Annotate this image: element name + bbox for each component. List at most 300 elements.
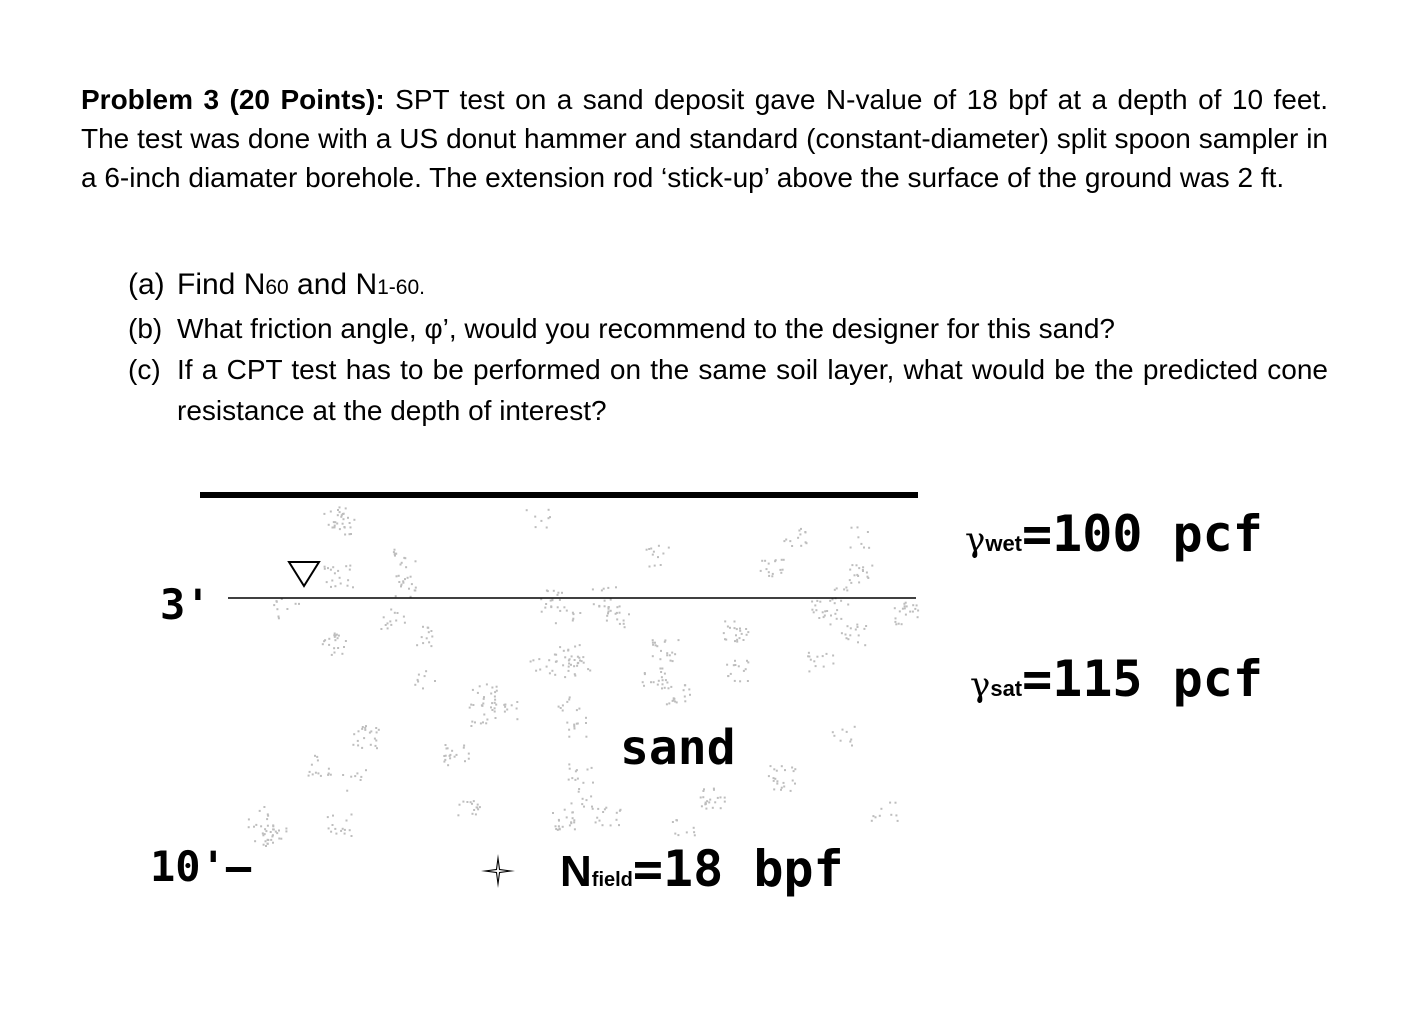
sand-speckle-texture bbox=[248, 506, 919, 847]
sand-speckle bbox=[555, 825, 557, 827]
sand-speckle bbox=[905, 614, 907, 616]
sand-speckle bbox=[571, 802, 573, 804]
sand-speckle bbox=[684, 700, 686, 702]
sand-speckle bbox=[662, 683, 664, 685]
sand-speckle bbox=[295, 603, 297, 605]
sand-speckle bbox=[463, 747, 465, 749]
problem-statement bbox=[81, 80, 1328, 197]
sand-speckle bbox=[248, 826, 250, 828]
sand-speckle bbox=[506, 709, 508, 711]
sand-speckle bbox=[738, 665, 740, 667]
question-a-text-1: Find N bbox=[177, 268, 266, 301]
sand-speckle bbox=[394, 553, 396, 555]
sand-speckle bbox=[262, 834, 264, 836]
sand-speckle bbox=[334, 828, 336, 830]
gamma-wet-value: =100 pcf bbox=[1022, 505, 1263, 563]
sand-speckle bbox=[818, 617, 820, 619]
question-a-sub-1: 60 bbox=[265, 276, 289, 299]
sand-speckle bbox=[808, 652, 810, 654]
sand-speckle bbox=[434, 680, 436, 682]
sand-speckle bbox=[689, 694, 691, 696]
sand-speckle bbox=[826, 610, 828, 612]
sand-speckle bbox=[914, 608, 916, 610]
sand-speckle bbox=[486, 719, 488, 721]
sand-speckle bbox=[339, 577, 341, 579]
sand-speckle bbox=[551, 599, 553, 601]
sand-speckle bbox=[867, 531, 869, 533]
sand-speckle bbox=[495, 704, 497, 706]
sand-speckle bbox=[401, 562, 403, 564]
sand-speckle bbox=[850, 739, 852, 741]
sand-speckle bbox=[248, 818, 250, 820]
sand-speckle bbox=[743, 670, 745, 672]
sand-speckle bbox=[836, 618, 838, 620]
sand-speckle bbox=[401, 584, 403, 586]
problem-heading: Problem 3 (20 Points): bbox=[81, 84, 385, 115]
sand-speckle bbox=[863, 547, 865, 549]
sand-speckle bbox=[652, 655, 654, 657]
sand-speckle bbox=[496, 686, 498, 688]
sand-speckle bbox=[571, 655, 573, 657]
sand-speckle bbox=[398, 575, 400, 577]
sand-speckle bbox=[592, 782, 594, 784]
sand-speckle bbox=[472, 689, 474, 691]
sand-speckle bbox=[791, 545, 793, 547]
sand-speckle bbox=[815, 609, 817, 611]
sand-speckle bbox=[792, 780, 794, 782]
sand-speckle bbox=[577, 778, 579, 780]
sand-speckle bbox=[854, 574, 856, 576]
sand-speckle bbox=[826, 653, 828, 655]
sand-speckle bbox=[477, 804, 479, 806]
sand-speckle bbox=[494, 702, 496, 704]
sand-speckle bbox=[462, 801, 464, 803]
sand-speckle bbox=[568, 729, 570, 731]
sand-speckle bbox=[334, 525, 336, 527]
sand-speckle bbox=[849, 569, 851, 571]
sand-speckle bbox=[477, 808, 479, 810]
sand-speckle bbox=[328, 644, 330, 646]
sand-speckle bbox=[785, 539, 787, 541]
sand-speckle bbox=[571, 777, 573, 779]
sand-speckle bbox=[263, 844, 265, 846]
question-a-sub-2: 1-60. bbox=[377, 276, 425, 299]
sand-speckle bbox=[727, 675, 729, 677]
sand-speckle bbox=[568, 670, 570, 672]
sand-speckle bbox=[562, 826, 564, 828]
sand-speckle bbox=[654, 565, 656, 567]
sand-speckle bbox=[830, 615, 832, 617]
sand-speckle bbox=[272, 834, 274, 836]
sand-speckle bbox=[776, 780, 778, 782]
sand-speckle bbox=[447, 747, 449, 749]
sand-speckle bbox=[771, 575, 773, 577]
sand-speckle bbox=[426, 637, 428, 639]
sand-speckle bbox=[342, 513, 344, 515]
sand-speckle bbox=[563, 650, 565, 652]
sand-speckle bbox=[604, 605, 606, 607]
sand-speckle bbox=[403, 616, 405, 618]
sand-speckle bbox=[652, 644, 654, 646]
sand-speckle bbox=[376, 747, 378, 749]
sand-speckle bbox=[768, 571, 770, 573]
sand-speckle bbox=[808, 656, 810, 658]
sand-speckle bbox=[422, 642, 424, 644]
sand-speckle bbox=[535, 670, 537, 672]
sand-speckle bbox=[912, 611, 914, 613]
sand-speckle bbox=[847, 638, 849, 640]
sand-speckle bbox=[370, 744, 372, 746]
sand-speckle bbox=[840, 740, 842, 742]
sand-speckle bbox=[385, 624, 387, 626]
sand-speckle bbox=[353, 733, 355, 735]
sand-speckle bbox=[573, 819, 575, 821]
sand-speckle bbox=[824, 610, 826, 612]
sand-speckle bbox=[709, 799, 711, 801]
sand-speckle bbox=[670, 686, 672, 688]
sand-speckle bbox=[587, 668, 589, 670]
sand-speckle bbox=[560, 707, 562, 709]
sand-speckle bbox=[494, 711, 496, 713]
sand-speckle bbox=[260, 825, 262, 827]
sand-speckle bbox=[267, 825, 269, 827]
sand-speckle bbox=[591, 767, 593, 769]
sand-speckle bbox=[760, 570, 762, 572]
sand-speckle bbox=[337, 647, 339, 649]
sand-speckle bbox=[395, 620, 397, 622]
sand-speckle bbox=[573, 724, 575, 726]
sand-speckle bbox=[350, 533, 352, 535]
sand-speckle bbox=[546, 666, 548, 668]
sand-speckle bbox=[814, 604, 816, 606]
sand-speckle bbox=[457, 814, 459, 816]
sand-speckle bbox=[684, 696, 686, 698]
sand-speckle bbox=[714, 801, 716, 803]
sand-speckle bbox=[789, 540, 791, 542]
sand-speckle bbox=[790, 790, 792, 792]
sand-speckle bbox=[673, 697, 675, 699]
sand-speckle bbox=[694, 834, 696, 836]
sand-speckle bbox=[574, 779, 576, 781]
sand-speckle bbox=[459, 804, 461, 806]
sand-speckle bbox=[705, 808, 707, 810]
sand-speckle bbox=[845, 587, 847, 589]
sand-speckle bbox=[776, 770, 778, 772]
sand-speckle bbox=[352, 744, 354, 746]
sand-speckle bbox=[337, 509, 339, 511]
sand-speckle bbox=[472, 704, 474, 706]
sand-speckle bbox=[402, 580, 404, 582]
sand-speckle bbox=[559, 610, 561, 612]
sand-speckle bbox=[871, 820, 873, 822]
sand-speckle bbox=[383, 616, 385, 618]
sand-speckle bbox=[416, 644, 418, 646]
sand-speckle bbox=[736, 628, 738, 630]
sand-speckle bbox=[652, 639, 654, 641]
sand-speckle bbox=[602, 824, 604, 826]
sand-speckle bbox=[280, 838, 282, 840]
sand-speckle bbox=[574, 828, 576, 830]
sand-speckle bbox=[443, 755, 445, 757]
sand-speckle bbox=[858, 567, 860, 569]
sand-speckle bbox=[344, 534, 346, 536]
sand-speckle bbox=[573, 821, 575, 823]
sand-speckle bbox=[472, 813, 474, 815]
sand-speckle bbox=[794, 768, 796, 770]
sand-speckle bbox=[483, 714, 485, 716]
sand-speckle bbox=[800, 528, 802, 530]
sand-speckle bbox=[578, 788, 580, 790]
sand-speckle bbox=[773, 777, 775, 779]
sand-speckle bbox=[662, 553, 664, 555]
sand-speckle bbox=[555, 654, 557, 656]
sand-speckle bbox=[783, 782, 785, 784]
sand-speckle bbox=[822, 611, 824, 613]
sand-speckle bbox=[666, 682, 668, 684]
sand-speckle bbox=[808, 670, 810, 672]
sand-speckle bbox=[733, 664, 735, 666]
sand-speckle bbox=[346, 820, 348, 822]
sand-speckle bbox=[491, 702, 493, 704]
soil-type-label: sand bbox=[620, 720, 736, 776]
sand-speckle bbox=[668, 547, 670, 549]
sand-speckle bbox=[404, 622, 406, 624]
sand-speckle bbox=[503, 704, 505, 706]
sand-speckle bbox=[330, 831, 332, 833]
sand-speckle bbox=[557, 592, 559, 594]
sand-speckle bbox=[830, 623, 832, 625]
sand-speckle bbox=[897, 820, 899, 822]
sand-speckle bbox=[544, 607, 546, 609]
sand-speckle bbox=[476, 807, 478, 809]
sand-speckle bbox=[608, 611, 610, 613]
sand-speckle bbox=[334, 633, 336, 635]
sand-speckle bbox=[339, 506, 341, 508]
n-field-subscript: field bbox=[591, 869, 633, 891]
sand-speckle bbox=[272, 842, 274, 844]
sand-speckle bbox=[270, 839, 272, 841]
sand-speckle bbox=[579, 612, 581, 614]
sand-speckle bbox=[572, 618, 574, 620]
sand-speckle bbox=[395, 595, 397, 597]
sand-speckle bbox=[793, 770, 795, 772]
question-c bbox=[128, 349, 1328, 431]
sand-speckle bbox=[909, 611, 911, 613]
sand-speckle bbox=[903, 603, 905, 605]
sand-speckle bbox=[374, 738, 376, 740]
sand-speckle bbox=[387, 622, 389, 624]
sand-speckle bbox=[607, 607, 609, 609]
sand-speckle bbox=[858, 581, 860, 583]
sand-speckle bbox=[430, 645, 432, 647]
sand-speckle bbox=[739, 680, 741, 682]
sand-speckle bbox=[761, 560, 763, 562]
sand-speckle bbox=[390, 609, 392, 611]
sand-speckle bbox=[774, 778, 776, 780]
sand-speckle bbox=[832, 655, 834, 657]
sand-speckle bbox=[360, 776, 362, 778]
sand-speckle bbox=[337, 514, 339, 516]
sand-speckle bbox=[333, 521, 335, 523]
sand-speckle bbox=[445, 744, 447, 746]
sand-speckle bbox=[589, 670, 591, 672]
sand-speckle bbox=[278, 830, 280, 832]
sand-speckle bbox=[619, 623, 621, 625]
sand-speckle bbox=[556, 660, 558, 662]
sand-speckle bbox=[857, 536, 859, 538]
question-b bbox=[128, 308, 1328, 349]
sand-speckle bbox=[686, 831, 688, 833]
sand-speckle bbox=[857, 575, 859, 577]
sand-speckle bbox=[672, 660, 674, 662]
sand-speckle bbox=[736, 639, 738, 641]
sand-speckle bbox=[850, 627, 852, 629]
sand-speckle bbox=[564, 656, 566, 658]
sand-speckle bbox=[566, 701, 568, 703]
sand-speckle bbox=[724, 801, 726, 803]
sand-speckle bbox=[504, 711, 506, 713]
sand-speckle bbox=[590, 795, 592, 797]
sand-speckle bbox=[607, 612, 609, 614]
sand-speckle bbox=[713, 789, 715, 791]
sand-speckle bbox=[582, 782, 584, 784]
sand-speckle bbox=[666, 652, 668, 654]
sand-speckle bbox=[816, 656, 818, 658]
sand-speckle bbox=[904, 607, 906, 609]
sand-speckle bbox=[607, 587, 609, 589]
sand-speckle bbox=[736, 641, 738, 643]
sand-speckle bbox=[278, 616, 280, 618]
sand-speckle bbox=[427, 627, 429, 629]
sand-speckle bbox=[332, 815, 334, 817]
sand-speckle bbox=[674, 833, 676, 835]
sand-speckle bbox=[327, 816, 329, 818]
sand-speckle bbox=[338, 635, 340, 637]
sand-speckle bbox=[746, 634, 748, 636]
sand-speckle bbox=[895, 623, 897, 625]
sand-speckle bbox=[345, 507, 347, 509]
sand-speckle bbox=[468, 753, 470, 755]
sand-speckle bbox=[430, 630, 432, 632]
sand-speckle bbox=[568, 736, 570, 738]
sand-speckle bbox=[856, 564, 858, 566]
sand-speckle bbox=[363, 737, 365, 739]
sand-speckle bbox=[657, 556, 659, 558]
sand-speckle bbox=[599, 820, 601, 822]
sand-speckle bbox=[684, 684, 686, 686]
water-table-depth-label: 3' bbox=[160, 580, 211, 629]
sand-speckle bbox=[615, 586, 617, 588]
sand-speckle bbox=[449, 757, 451, 759]
sand-speckle bbox=[349, 565, 351, 567]
sand-speckle bbox=[350, 526, 352, 528]
sand-speckle bbox=[568, 763, 570, 765]
sand-speckle bbox=[324, 568, 326, 570]
sand-speckle bbox=[444, 759, 446, 761]
sand-speckle bbox=[851, 527, 853, 529]
sand-speckle bbox=[361, 728, 363, 730]
sand-speckle bbox=[727, 626, 729, 628]
sand-speckle bbox=[511, 704, 513, 706]
sand-speckle bbox=[829, 600, 831, 602]
sand-speckle bbox=[414, 684, 416, 686]
sand-speckle bbox=[700, 797, 702, 799]
sand-speckle bbox=[491, 687, 493, 689]
sand-speckle bbox=[331, 654, 333, 656]
sand-speckle bbox=[396, 575, 398, 577]
question-a-marker: (a) bbox=[128, 268, 165, 301]
sand-speckle bbox=[336, 523, 338, 525]
sand-speckle bbox=[538, 658, 540, 660]
sand-speckle bbox=[846, 731, 848, 733]
sand-speckle bbox=[486, 683, 488, 685]
sand-speckle bbox=[586, 799, 588, 801]
sand-speckle bbox=[592, 588, 594, 590]
sand-speckle bbox=[823, 616, 825, 618]
sand-speckle bbox=[819, 601, 821, 603]
sand-speckle bbox=[422, 687, 424, 689]
sand-speckle bbox=[570, 821, 572, 823]
sand-speckle bbox=[479, 685, 481, 687]
sand-speckle bbox=[567, 649, 569, 651]
sand-speckle bbox=[267, 815, 269, 817]
sand-speckle bbox=[482, 721, 484, 723]
sand-speckle bbox=[411, 583, 413, 585]
sand-speckle bbox=[574, 728, 576, 730]
sand-speckle bbox=[598, 606, 600, 608]
sand-speckle bbox=[578, 791, 580, 793]
sand-speckle bbox=[850, 547, 852, 549]
sand-speckle bbox=[576, 709, 578, 711]
sand-speckle bbox=[813, 611, 815, 613]
sand-speckle bbox=[783, 559, 785, 561]
sand-speckle bbox=[534, 516, 536, 518]
sand-speckle bbox=[546, 527, 548, 529]
sand-speckle bbox=[298, 603, 300, 605]
sand-speckle bbox=[895, 802, 897, 804]
sand-speckle bbox=[734, 680, 736, 682]
sand-speckle bbox=[414, 590, 416, 592]
sand-speckle bbox=[688, 688, 690, 690]
sand-speckle bbox=[702, 796, 704, 798]
sand-speckle bbox=[782, 569, 784, 571]
sand-speckle bbox=[585, 736, 587, 738]
sand-speckle bbox=[561, 592, 563, 594]
sand-speckle bbox=[394, 555, 396, 557]
sand-speckle bbox=[843, 588, 845, 590]
sand-speckle bbox=[562, 710, 564, 712]
sand-speckle bbox=[794, 783, 796, 785]
sand-speckle bbox=[734, 627, 736, 629]
sand-speckle bbox=[451, 750, 453, 752]
question-a bbox=[128, 264, 1328, 308]
sand-speckle bbox=[860, 543, 862, 545]
sand-speckle bbox=[326, 581, 328, 583]
sand-speckle bbox=[342, 828, 344, 830]
sand-speckle bbox=[516, 708, 518, 710]
sand-speckle bbox=[574, 675, 576, 677]
sand-speckle bbox=[351, 835, 353, 837]
sand-speckle bbox=[781, 787, 783, 789]
sand-speckle bbox=[661, 676, 663, 678]
sand-speckle bbox=[285, 828, 287, 830]
gamma-sat-subscript: sat bbox=[990, 676, 1023, 701]
sand-speckle bbox=[378, 729, 380, 731]
sand-speckle bbox=[568, 666, 570, 668]
sand-speckle bbox=[548, 517, 550, 519]
sand-speckle bbox=[349, 569, 351, 571]
sand-speckle bbox=[375, 740, 377, 742]
